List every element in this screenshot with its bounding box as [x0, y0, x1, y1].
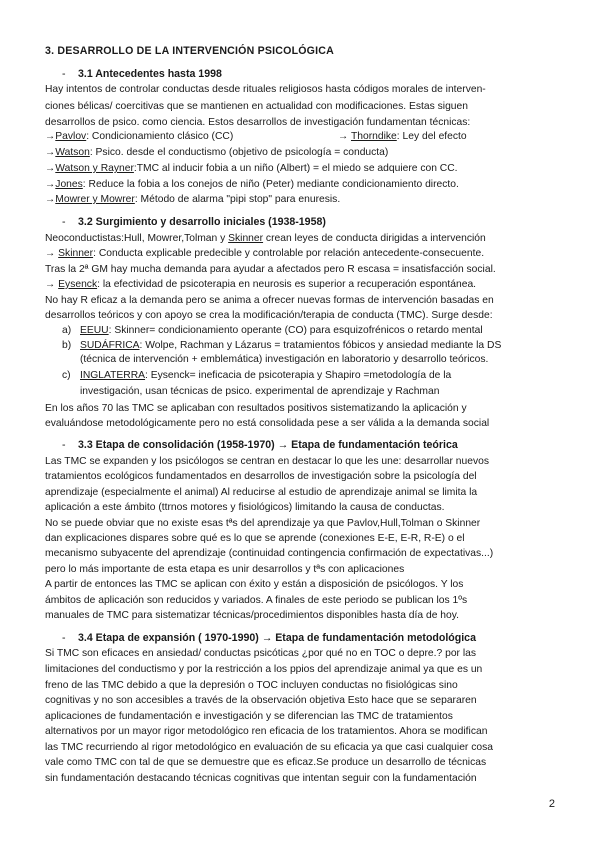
paragraph-line: dan explicaciones dispares sobre qué es lo que se aprende (conexiones E-E, E-R, R-E) o el — [45, 533, 465, 544]
arrow-icon: → — [45, 194, 56, 205]
paragraph-line: ámbitos de aplicación son reducidos y variados. A finales de este periodo se publican los 1ºs — [45, 595, 468, 606]
paragraph-line: Hay intentos de controlar conductas desde rituales religiosos hasta códigos morales de interven- — [45, 84, 486, 95]
paragraph-line: Neoconductistas:Hull, Mowrer,Tolman y Skinner crean leyes de conducta dirigidas a intervención — [45, 233, 486, 244]
paragraph-line: tratamientos ecológicos fundamentados en desarrollos de investigación sobre la psicología del — [45, 471, 477, 482]
section-heading-3-2: - 3.2 Surgimiento y desarrollo iniciales (1938-1958) — [62, 216, 326, 228]
paragraph-line: las TMC recurriendo al rigor metodológico en evaluación de su eficacia ya que casi cualquier cosa — [45, 742, 493, 753]
paragraph-line: vale como TMC con tal de que se demuestre que es eficaz.Se produce un desarrollo de técnicas — [45, 757, 487, 768]
list-marker: a) — [62, 325, 72, 336]
arrow-icon: → — [338, 131, 349, 142]
section-heading-3-3: - 3.3 Etapa de consolidación (1958-1970) → Etapa de fundamentación teórica — [62, 439, 458, 451]
paragraph-line: En los años 70 las TMC se aplicaban con resultados positivos sistematizando la aplicación y — [45, 403, 467, 414]
section-heading-3-1: - 3.1 Antecedentes hasta 1998 — [62, 68, 222, 80]
page-number: 2 — [548, 798, 555, 810]
list-item-continuation: investigación, usan técnicas de psico. experimental de aprendizaje y Rachman — [80, 386, 440, 397]
section-heading-3-4: - 3.4 Etapa de expansión ( 1970-1990) → Etapa de fundamentación metodológica — [62, 632, 476, 644]
paragraph-line: freno de las TMC debido a que la depresión o TOC incluyen conductas no fisiológicas sino — [45, 680, 458, 691]
paragraph-line: No hay R eficaz a la demanda pero se anima a ofrecer nuevas formas de intervención basadas en — [45, 295, 494, 306]
mowrer-line: →Mowrer y Mowrer: Método de alarma "pipi stop" para enuresis. — [45, 194, 341, 205]
arrow-icon: → — [45, 179, 56, 190]
arrow-icon: → — [45, 248, 56, 259]
paragraph-line: Tras la 2ª GM hay mucha demanda para ayudar a afectados pero R escasa = insatisfacción social. — [45, 264, 496, 275]
paragraph-line: aplicaciones de fundamentación e investigación y se diferencian las TMC de tratamientos — [45, 711, 453, 722]
list-item-eeuu: EEUU: Skinner= condicionamiento operante (CO) para esquizofrénicos o retardo mental — [80, 325, 483, 336]
paragraph-line: evaluándose metodológicamente pero no está consolidada pese a ser válida a la demanda social — [45, 418, 490, 429]
list-marker: c) — [62, 370, 71, 381]
watson-rayner-line: →Watson y Rayner:TMC al inducir fobia a un niño (Albert) = el miedo se adquiere con CC. — [45, 163, 458, 174]
jones-line: →Jones: Reduce la fobia a los conejos de niño (Peter) mediante condicionamiento directo. — [45, 179, 459, 190]
paragraph-line: A partir de entonces las TMC se aplican con éxito y están a disposición de psicólogos. Y los — [45, 579, 464, 590]
eysenck-line: → Eysenck: la efectividad de psicoterapia en neurosis es superior a recuperación espontánea. — [45, 279, 477, 290]
list-marker: b) — [62, 340, 72, 351]
arrow-icon: → — [45, 131, 56, 142]
pavlov-line: →Pavlov: Condicionamiento clásico (CC) — [45, 131, 234, 142]
list-item-sudafrica: SUDÁFRICA: Wolpe, Rachman y Lázarus = tratamientos fóbicos y ansiedad mediante la DS — [80, 340, 502, 351]
thorndike-line: → Thorndike: Ley del efecto — [338, 131, 467, 142]
skinner-line: → Skinner: Conducta explicable predecible y controlable por relación antecedente-consecuente. — [45, 248, 485, 259]
arrow-icon: → — [45, 279, 56, 290]
paragraph-line: manuales de TMC para sistematizar técnicas/procedimientos disponibles hasta día de hoy. — [45, 610, 459, 621]
paragraph-line: ciones bélicas/ coercitivas que se mantienen en actualidad con modificaciones. Estas siguen — [45, 101, 468, 112]
paragraph-line: mecanismo subyacente del aprendizaje (continuidad contingencia confirmación de expectativas...) — [45, 548, 494, 559]
paragraph-line: alternativos por un mayor rigor metodológico ren eficacia de los tratamientos. Ahora se modifican — [45, 726, 488, 737]
arrow-icon: → — [45, 147, 56, 158]
watson-line: →Watson: Psico. desde el conductismo (objetivo de psicología = conducta) — [45, 147, 389, 158]
paragraph-line: desarrollos teóricos y con apoyo se crea la modificación/terapia de conducta (TMC). Surge desde: — [45, 310, 493, 321]
list-item-continuation: (técnica de intervención + emblemática) investigación en laboratorio y desarrollo teóricos. — [80, 354, 489, 365]
paragraph-line: aplicación a este ámbito (ttrnos motores y fisiológicos) limitando la causa de conductas. — [45, 502, 445, 513]
paragraph-line: No se puede obviar que no existe esas tªs del aprendizaje ya que Pavlov,Hull,Tolman o Skinner — [45, 518, 481, 529]
paragraph-line: desarrollos de psico. como ciencia. Estos desarrollos de investigación fundamentan técnicas: — [45, 117, 471, 128]
paragraph-line: pero lo más importante de esta etapa es unir desarrollos y tªs con aplicaciones — [45, 564, 405, 575]
paragraph-line: sin fundamentación destacando técnicas cognitivas que intentan seguir con la fundamentación — [45, 773, 477, 784]
paragraph-line: cognitivas y no son accesibles a través de la observación objetiva Esto hace que se separaren — [45, 695, 477, 706]
paragraph-line: Las TMC se expanden y los psicólogos se centran en destacar lo que les une: desarrollar nuevos — [45, 456, 489, 467]
list-item-inglaterra: INGLATERRA: Eysenck= ineficacia de psicoterapia y Shapiro =metodología de la — [80, 370, 452, 381]
paragraph-line: Si TMC son eficaces en ansiedad/ conductas psicóticas ¿por qué no en TOC o depre.? por las — [45, 648, 476, 659]
paragraph-line: aprendizaje (especialmente el animal) Al reducirse al estudio de aprendizaje animal se limita la — [45, 487, 478, 498]
document-title: 3. DESARROLLO DE LA INTERVENCIÓN PSICOLÓGICA — [45, 45, 334, 57]
arrow-icon: → — [45, 163, 56, 174]
paragraph-line: limitaciones del conductismo y por la restricción a los ppios del aprendizaje animal ya que es un — [45, 664, 483, 675]
